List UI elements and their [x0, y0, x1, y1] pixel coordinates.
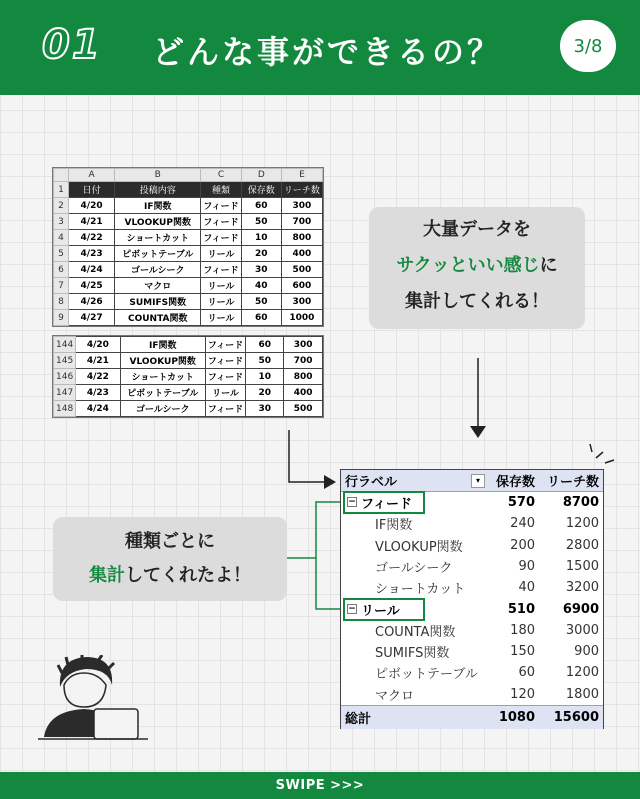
pivot-value: 120 — [510, 686, 535, 702]
pivot-item-label: ゴールシーク — [375, 560, 453, 576]
table-cell[interactable]: SUMIFS関数 — [115, 294, 201, 310]
pivot-value: 2800 — [565, 537, 599, 553]
bubble-text: してくれたよ！ — [125, 565, 251, 586]
pivot-value: 1200 — [565, 665, 599, 681]
column-header[interactable]: E — [281, 169, 322, 182]
table-cell[interactable]: 60 — [241, 198, 281, 214]
table-cell[interactable]: IF関数 — [120, 337, 205, 353]
pivot-item-label: SUMIFS関数 — [375, 646, 450, 662]
pivot-item-row — [341, 620, 603, 641]
spreadsheet-bottom — [52, 335, 324, 418]
page-title: どんな事ができるの？ — [152, 33, 503, 71]
pivot-value: 60 — [518, 665, 535, 681]
swipe-footer[interactable]: SWIPE >>> — [0, 772, 640, 799]
table-cell[interactable]: フィード — [201, 230, 241, 246]
pivot-item-row — [341, 641, 603, 662]
table-cell[interactable]: ゴールシーク — [120, 401, 205, 417]
table-cell[interactable]: フィード — [201, 214, 241, 230]
pivot-item-row — [341, 662, 603, 683]
table-cell[interactable]: ゴールシーク — [115, 262, 201, 278]
table-cell[interactable]: 50 — [246, 353, 284, 369]
table-cell[interactable]: フィード — [205, 401, 245, 417]
speech-bubble-top — [369, 207, 585, 329]
table-cell[interactable]: リール — [201, 246, 241, 262]
table-header-cell[interactable]: 投稿内容 — [115, 182, 201, 198]
table-cell[interactable]: ショートカット — [120, 369, 205, 385]
row-number[interactable]: 3 — [54, 214, 69, 230]
table-cell[interactable]: 400 — [281, 246, 322, 262]
row-number[interactable]: 1 — [54, 182, 69, 198]
pivot-header-row — [341, 470, 603, 492]
table-row — [54, 230, 323, 246]
pivot-value: 240 — [510, 516, 535, 532]
pivot-value: 3200 — [565, 580, 599, 596]
pivot-value: 510 — [507, 601, 535, 617]
row-number[interactable]: 148 — [54, 401, 76, 417]
speech-bubble-bottom — [53, 517, 287, 601]
table-row — [54, 385, 323, 401]
table-header-cell[interactable]: 保存数 — [241, 182, 281, 198]
pivot-col-header: 保存数 — [495, 475, 535, 490]
pivot-item-row — [341, 535, 603, 556]
column-header[interactable]: A — [69, 169, 115, 182]
table-cell[interactable]: 10 — [246, 369, 284, 385]
column-header[interactable]: D — [241, 169, 281, 182]
pivot-value: 3000 — [565, 622, 599, 638]
table-cell[interactable]: 50 — [241, 294, 281, 310]
table-cell[interactable]: 60 — [241, 310, 281, 326]
table-row — [54, 246, 323, 262]
bubble-line: 種類ごとに — [125, 531, 215, 552]
bubble-line — [53, 559, 287, 593]
page-indicator: 3/8 — [560, 20, 616, 72]
table-cell[interactable]: リール — [205, 385, 245, 401]
table-row — [54, 294, 323, 310]
table-cell[interactable]: 4/24 — [69, 262, 115, 278]
table-cell[interactable]: 4/21 — [76, 353, 120, 369]
pivot-row-label-header: 行ラベル — [345, 475, 398, 490]
pivot-value: 8700 — [562, 495, 599, 510]
pivot-value: 900 — [574, 644, 599, 660]
table-row — [54, 401, 323, 417]
down-arrow-icon — [470, 426, 486, 438]
table-row — [54, 310, 323, 326]
header-bar — [0, 0, 640, 95]
select-all-corner[interactable] — [54, 169, 69, 182]
pivot-item-row — [341, 684, 603, 705]
table-row — [54, 198, 323, 214]
table-cell[interactable]: 30 — [241, 262, 281, 278]
table-cell[interactable]: 800 — [284, 369, 323, 385]
row-number[interactable]: 9 — [54, 310, 69, 326]
pivot-group-row — [341, 492, 603, 513]
table-cell[interactable]: COUNTA関数 — [115, 310, 201, 326]
pivot-item-row — [341, 513, 603, 534]
table-cell[interactable]: 300 — [281, 198, 322, 214]
table-cell[interactable]: 4/24 — [76, 401, 120, 417]
table-row — [54, 337, 323, 353]
table-header-cell[interactable]: 日付 — [69, 182, 115, 198]
table-cell[interactable]: VLOOKUP関数 — [120, 353, 205, 369]
table-cell[interactable]: リール — [201, 310, 241, 326]
pivot-value: 1200 — [565, 516, 599, 532]
pivot-item-label: VLOOKUP関数 — [375, 539, 463, 555]
pivot-item-label: マクロ — [375, 688, 415, 704]
table-cell[interactable]: 4/21 — [69, 214, 115, 230]
table-cell[interactable]: 1000 — [281, 310, 322, 326]
pivot-value: 570 — [507, 495, 535, 510]
table-row — [54, 262, 323, 278]
table-cell[interactable]: ピボットテーブル — [115, 246, 201, 262]
row-number[interactable]: 145 — [54, 353, 76, 369]
section-number: 01 — [42, 22, 102, 68]
collapse-icon[interactable]: − — [348, 497, 356, 507]
group-highlight-box — [343, 598, 425, 621]
table-cell[interactable]: 4/20 — [76, 337, 120, 353]
table-cell[interactable]: 700 — [281, 214, 322, 230]
group-highlight-box — [343, 491, 425, 514]
bubble-line: 大量データを — [423, 219, 531, 240]
table-cell[interactable]: フィード — [201, 198, 241, 214]
table-header-cell[interactable]: リーチ数 — [281, 182, 322, 198]
table-row — [54, 369, 323, 385]
pivot-value: 6900 — [562, 601, 599, 617]
table-cell[interactable]: 4/23 — [69, 246, 115, 262]
table-cell[interactable]: 700 — [284, 353, 323, 369]
table-cell[interactable]: ピボットテーブル — [120, 385, 205, 401]
table-cell[interactable]: 4/26 — [69, 294, 115, 310]
bubble-line — [369, 248, 585, 284]
bubble-line: 集計してくれる！ — [405, 291, 549, 312]
pivot-value: 1500 — [565, 558, 599, 574]
table-cell[interactable]: 800 — [281, 230, 322, 246]
highlight-text: 集計 — [89, 565, 125, 586]
pivot-value: 180 — [510, 622, 535, 638]
pivot-table — [340, 469, 604, 729]
table-cell[interactable]: 20 — [241, 246, 281, 262]
table-cell[interactable]: フィード — [205, 353, 245, 369]
table-cell[interactable]: 500 — [284, 401, 323, 417]
table-cell[interactable]: 4/20 — [69, 198, 115, 214]
pivot-item-label: ピボットテーブル — [375, 667, 478, 683]
row-number[interactable]: 7 — [54, 278, 69, 294]
table-cell[interactable]: フィード — [201, 262, 241, 278]
row-number[interactable]: 5 — [54, 246, 69, 262]
spreadsheet-top — [52, 167, 324, 327]
table-cell[interactable]: 20 — [246, 385, 284, 401]
table-row — [54, 214, 323, 230]
bubble-text: に — [539, 255, 558, 276]
pivot-group-label: リール — [361, 603, 400, 619]
highlight-text: サクッといい感じ — [396, 255, 540, 276]
row-number[interactable]: 147 — [54, 385, 76, 401]
total-value: 1080 — [498, 710, 535, 725]
pivot-value: 1800 — [565, 686, 599, 702]
table-cell[interactable]: 4/25 — [69, 278, 115, 294]
table-cell[interactable]: IF関数 — [115, 198, 201, 214]
pivot-item-label: IF関数 — [375, 518, 413, 534]
pivot-value: 90 — [518, 558, 535, 574]
person-illustration — [38, 655, 148, 745]
table-cell[interactable]: 300 — [284, 337, 323, 353]
table-header-row — [54, 182, 323, 198]
table-cell[interactable]: リール — [201, 278, 241, 294]
table-cell[interactable]: マクロ — [115, 278, 201, 294]
column-header[interactable]: C — [201, 169, 241, 182]
table-cell[interactable]: 600 — [281, 278, 322, 294]
row-number[interactable]: 4 — [54, 230, 69, 246]
pivot-item-label: COUNTA関数 — [375, 624, 456, 640]
pivot-item-row — [341, 577, 603, 598]
row-number[interactable]: 6 — [54, 262, 69, 278]
column-header[interactable]: B — [115, 169, 201, 182]
table-row — [54, 278, 323, 294]
pivot-item-row — [341, 556, 603, 577]
row-number[interactable]: 2 — [54, 198, 69, 214]
table-cell[interactable]: 300 — [281, 294, 322, 310]
table-cell[interactable]: 10 — [241, 230, 281, 246]
pivot-value: 150 — [510, 644, 535, 660]
pivot-group-row — [341, 599, 603, 620]
pivot-item-label: ショートカット — [375, 582, 466, 598]
table-cell[interactable]: フィード — [205, 337, 245, 353]
row-number[interactable]: 146 — [54, 369, 76, 385]
total-label: 総計 — [345, 712, 372, 727]
table-cell[interactable]: フィード — [205, 369, 245, 385]
table-cell[interactable]: 4/27 — [69, 310, 115, 326]
table-cell[interactable]: 50 — [241, 214, 281, 230]
sparkle-icon — [590, 444, 614, 463]
table-cell[interactable]: リール — [201, 294, 241, 310]
collapse-icon[interactable]: − — [348, 603, 356, 614]
right-arrow-icon — [324, 475, 336, 489]
pivot-value: 200 — [510, 537, 535, 553]
pivot-group-label: フィード — [361, 497, 412, 512]
pivot-col-header: リーチ数 — [546, 475, 599, 490]
table-cell[interactable]: ショートカット — [115, 230, 201, 246]
table-row — [54, 353, 323, 369]
table-cell[interactable]: 4/22 — [69, 230, 115, 246]
table-cell[interactable]: VLOOKUP関数 — [115, 214, 201, 230]
table-cell[interactable]: 4/22 — [76, 369, 120, 385]
table-cell[interactable]: 400 — [284, 385, 323, 401]
column-header-row — [54, 169, 323, 182]
table-cell[interactable]: 60 — [246, 337, 284, 353]
row-number[interactable]: 8 — [54, 294, 69, 310]
table-cell[interactable]: 500 — [281, 262, 322, 278]
table-cell[interactable]: 4/23 — [76, 385, 120, 401]
total-value: 15600 — [553, 710, 599, 725]
pivot-value: 40 — [518, 580, 535, 596]
table-cell[interactable]: 40 — [241, 278, 281, 294]
table-cell[interactable]: 30 — [246, 401, 284, 417]
dropdown-icon[interactable]: ▾ — [471, 474, 485, 488]
row-number[interactable]: 144 — [54, 337, 76, 353]
table-header-cell[interactable]: 種類 — [201, 182, 241, 198]
pivot-total-row — [341, 705, 603, 729]
